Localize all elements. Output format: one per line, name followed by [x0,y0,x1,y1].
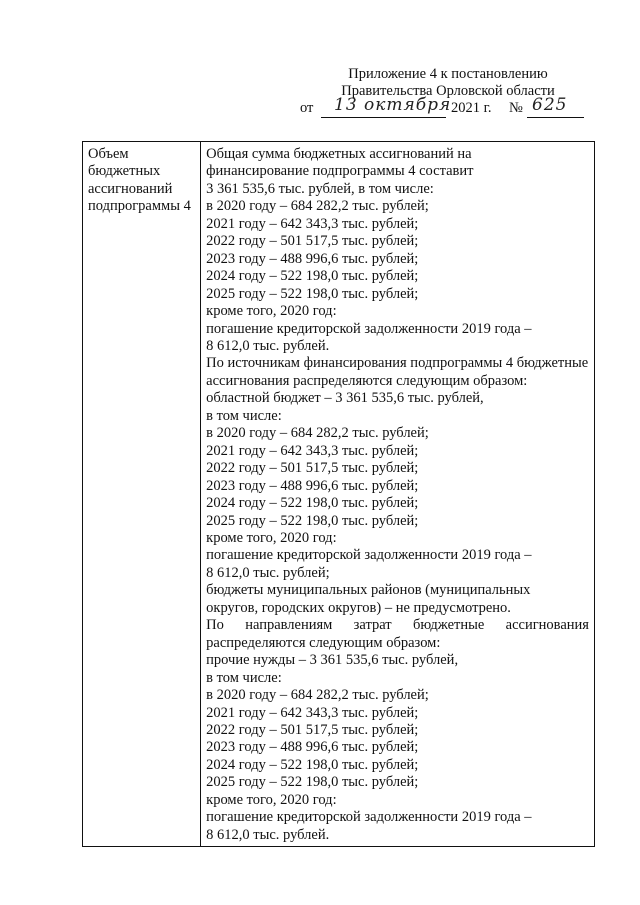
passport-table [82,141,595,847]
label-line: бюджетных [88,163,161,180]
content-line: 3 361 535,6 тыс. рублей, в том числе: [206,180,434,197]
content-line: 2023 году – 488 996,6 тыс. рублей; [206,250,419,267]
content-line: 8 612,0 тыс. рублей; [206,564,330,581]
content-word: ассигнования [505,617,589,634]
content-line: погашение кредиторской задолженности 2019 года – [206,809,532,826]
label-cell [83,142,201,847]
year-text: 2021 г. [451,100,492,116]
content-line [206,617,589,634]
content-line: 2023 году – 488 996,6 тыс. рублей; [206,477,419,494]
content-line: 2024 году – 522 198,0 тыс. рублей; [206,268,419,285]
content-line: прочие нужды – 3 361 535,6 тыс. рублей, [206,652,459,669]
content-line: Общая сумма бюджетных ассигнований на [206,146,472,162]
content-line: 2023 году – 488 996,6 тыс. рублей; [206,739,419,756]
content-word: затрат [353,617,392,634]
table-row [83,142,595,847]
content-word: бюджетные [412,617,485,634]
from-prefix: от [300,100,314,116]
content-word: направлениям [245,617,333,634]
content-line: округов, городских округов) – не предусмотрено. [206,599,511,616]
content-line: 8 612,0 тыс. рублей. [206,826,330,843]
content-line: 2024 году – 522 198,0 тыс. рублей; [206,756,419,773]
content-line: 2022 году – 501 517,5 тыс. рублей; [206,233,419,250]
content-line: 2022 году – 501 517,5 тыс. рублей; [206,460,419,477]
content-line: в 2020 году – 684 282,2 тыс. рублей; [206,425,429,442]
content-line: ассигнования распределяются следующим образом: [206,372,528,389]
content-line: 2024 году – 522 198,0 тыс. рублей; [206,495,419,512]
content-line: кроме того, 2020 год: [206,529,337,546]
handwritten-date: 13 октября [334,95,452,115]
content-line: 8 612,0 тыс. рублей. [206,337,330,354]
content-line: финансирование подпрограммы 4 составит [206,163,474,180]
content-line: 2025 году – 522 198,0 тыс. рублей; [206,285,419,302]
date-underline [321,117,446,118]
content-word: По [206,617,224,634]
content-line: 2021 году – 642 343,3 тыс. рублей; [206,704,419,721]
appendix-title: Приложение 4 к постановлению [348,66,548,82]
content-line: 2025 году – 522 198,0 тыс. рублей; [206,774,419,791]
handwritten-number: 625 [532,95,568,115]
content-line: в 2020 году – 684 282,2 тыс. рублей; [206,198,429,215]
government-name: Правительства Орловской области [341,83,555,99]
content-line: в 2020 году – 684 282,2 тыс. рублей; [206,687,429,704]
number-sign: № [509,100,523,116]
content-line: в том числе: [206,669,282,686]
content-line: 2021 году – 642 343,3 тыс. рублей; [206,442,419,459]
content-line: 2022 году – 501 517,5 тыс. рублей; [206,721,419,738]
content-line: По источникам финансирования подпрограммы 4 бюджетные [206,355,589,372]
content-line: в том числе: [206,407,282,424]
label-line: ассигнований [88,180,173,197]
content-line: погашение кредиторской задолженности 2019 года – [206,320,532,337]
content-line: кроме того, 2020 год: [206,303,337,320]
content-line: 2021 году – 642 343,3 тыс. рублей; [206,215,419,232]
content-line: бюджеты муниципальных районов (муниципальных [206,582,531,599]
content-line: 2025 году – 522 198,0 тыс. рублей; [206,512,419,529]
content-line: кроме того, 2020 год: [206,791,337,808]
label-line: Объем [88,146,129,162]
content-line: распределяются следующим образом: [206,634,441,651]
label-line: подпрограммы 4 [88,198,191,215]
content-line: погашение кредиторской задолженности 2019 года – [206,547,532,564]
content-line: областной бюджет – 3 361 535,6 тыс. рублей, [206,390,484,407]
content-cell [201,142,595,847]
number-underline [527,117,584,118]
